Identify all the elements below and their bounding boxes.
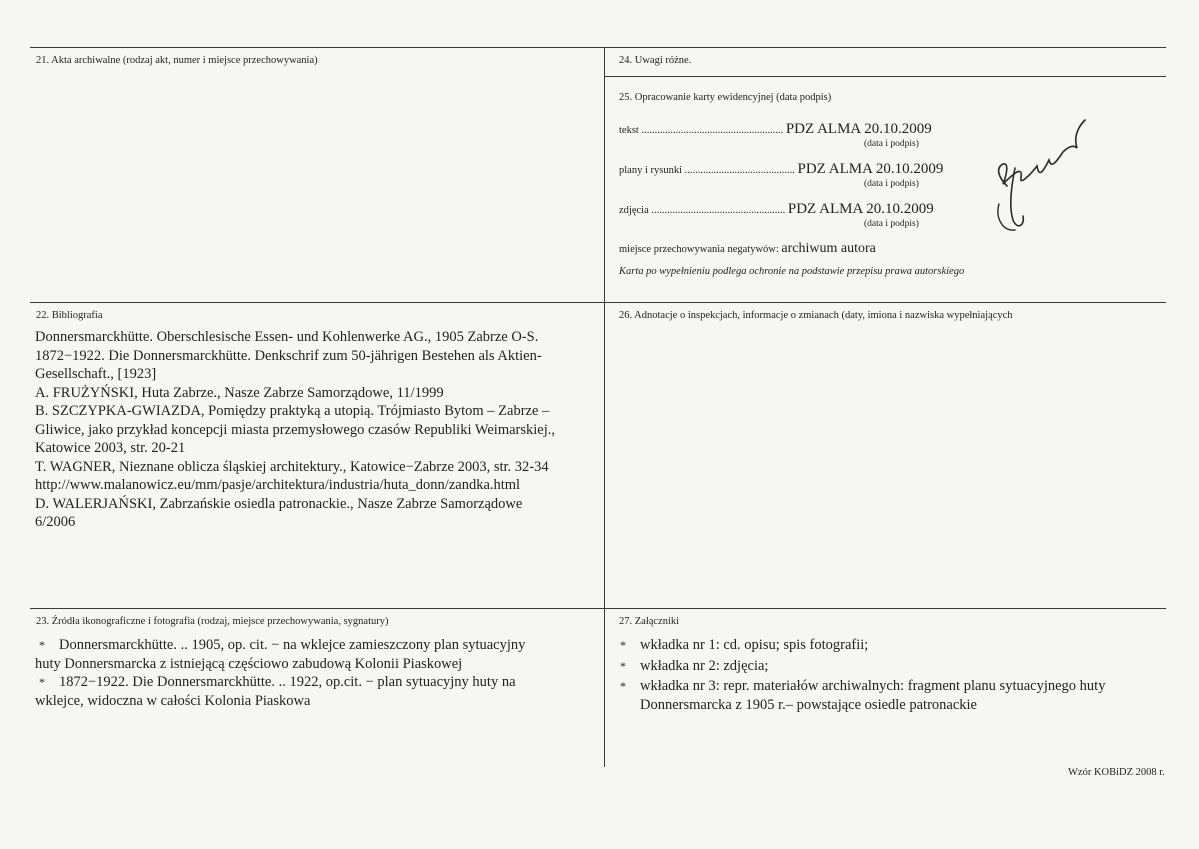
bibliography-line: T. WAGNER, Nieznane oblicza śląskiej architektury., Katowice−Zabrze 2003, str. 32-34 <box>35 458 549 475</box>
row-dots: ................................................... <box>651 205 786 216</box>
bibliography-line: 1872−1922. Die Donnersmarckhütte. Denkschrif zum 50-jährigen Bestehen als Aktien- <box>35 347 542 364</box>
rule-lower <box>30 608 1166 609</box>
section-21-title: 21. Akta archiwalne (rodzaj akt, numer i miejsce przechowywania) <box>36 55 318 66</box>
negatives-row <box>619 241 876 257</box>
item-line: Donnersmarcka z 1905 r.– powstające osiedle patronackie <box>640 696 977 713</box>
item-text: wkładka nr 1: cd. opisu; spis fotografii; <box>640 637 869 653</box>
top-rule <box>30 47 1166 48</box>
section-24-title: 24. Uwagi różne. <box>619 55 692 66</box>
copyright-note: Karta po wypełnieniu podlega ochronie na podstawie przepisu prawa autorskiego <box>619 266 965 277</box>
negatives-label: miejsce przechowywania negatywów: <box>619 244 779 255</box>
row-zdjecia <box>619 201 934 218</box>
item-line <box>35 636 595 655</box>
bibliography-line: B. SZCZYPKA-GWIAZDA, Pomiędzy praktyką a utopią. Trójmiasto Bytom – Zabrze – <box>35 403 550 419</box>
row-tekst <box>619 121 932 138</box>
row-value: PDZ ALMA 20.10.2009 <box>787 201 934 217</box>
bibliography-link: http://www.malanowicz.eu/mm/pasje/architektura/industria/huta_donn/zandka.html <box>35 477 521 493</box>
row-label: plany i rysunki <box>619 165 682 176</box>
section-23-title: 23. Źródła ikonograficzne i fotografia (rodzaj, miejsce przechowywania, sygnatury) <box>36 616 389 627</box>
row-zdjecia-sub: (data i podpis) <box>864 219 919 229</box>
row-plany-sub: (data i podpis) <box>864 179 919 189</box>
row-label: tekst <box>619 125 639 136</box>
bibliography-line: Gesellschaft., [1923] <box>35 366 157 382</box>
item-line: huty Donnersmarcka z istniejącą częściowo zabudową Kolonii Piaskowej <box>35 655 463 672</box>
section-22-title: 22. Bibliografia <box>36 310 103 321</box>
bullet-icon: * <box>39 675 45 689</box>
row-tekst-sub: (data i podpis) <box>864 139 919 149</box>
item-line <box>35 673 595 692</box>
bibliography-line: Donnersmarckhütte. Oberschlesische Essen- und Kohlenwerke AG., 1905 Zabrze O-S. <box>35 329 539 345</box>
bullet-icon: * <box>39 638 45 652</box>
bibliography-line: Katowice 2003, str. 20-21 <box>35 440 186 456</box>
section-26-title: 26. Adnotacje o inspekcjach, informacje o zmianach (daty, imiona i nazwiska wypełniających <box>619 310 1013 321</box>
attachment-item <box>620 677 1165 714</box>
signature-icon <box>985 108 1095 238</box>
item-text: 1872−1922. Die Donnersmarckhütte. .. 1922, op.cit. − plan sytuacyjny huty na <box>59 674 516 690</box>
item-line <box>620 677 1165 696</box>
row-label: zdjęcia <box>619 205 649 216</box>
item-text: wkładka nr 2: zdjęcia; <box>640 658 769 674</box>
iconography-item <box>35 636 595 673</box>
bibliography-line: 6/2006 <box>35 514 76 530</box>
section-25-title: 25. Opracowanie karty ewidencyjnej (data podpis) <box>619 92 832 103</box>
item-text: wkładka nr 3: repr. materiałów archiwalnych: fragment planu sytuacyjnego huty <box>640 678 1106 694</box>
rule-middle <box>30 302 1166 303</box>
row-dots: .......................................... <box>684 165 795 176</box>
bullet-icon: * <box>620 679 626 693</box>
template-note: Wzór KOBiDZ 2008 r. <box>1068 767 1165 778</box>
rule-24-25 <box>605 76 1166 77</box>
bullet-icon: * <box>620 638 626 652</box>
bibliography-line: A. FRUŻYŃSKI, Huta Zabrze., Nasze Zabrze Samorządowe, 11/1999 <box>35 384 444 401</box>
attachment-item <box>620 657 1160 676</box>
negatives-value: archiwum autora <box>781 241 876 256</box>
item-text: Donnersmarckhütte. .. 1905, op. cit. − na wklejce zamieszczony plan sytuacyjny <box>59 637 526 653</box>
section-27-title: 27. Załączniki <box>619 616 680 627</box>
iconography-item <box>35 673 595 710</box>
row-plany <box>619 161 943 178</box>
row-dots: ...................................................... <box>641 125 784 136</box>
row-value: PDZ ALMA 20.10.2009 <box>797 161 944 177</box>
bibliography-list <box>35 328 595 532</box>
bullet-icon: * <box>620 659 626 673</box>
row-value: PDZ ALMA 20.10.2009 <box>785 121 932 137</box>
center-divider <box>604 47 605 767</box>
attachment-item <box>620 636 1160 655</box>
bibliography-line: Gliwice, jako przykład koncepcji miasta przemysłowego czasów Republiki Weimarskiej., <box>35 421 556 438</box>
bibliography-line: D. WALERJAŃSKI, Zabrzańskie osiedla patronackie., Nasze Zabrze Samorządowe <box>35 495 523 512</box>
item-line: wklejce, widoczna w całości Kolonia Piaskowa <box>35 692 311 709</box>
